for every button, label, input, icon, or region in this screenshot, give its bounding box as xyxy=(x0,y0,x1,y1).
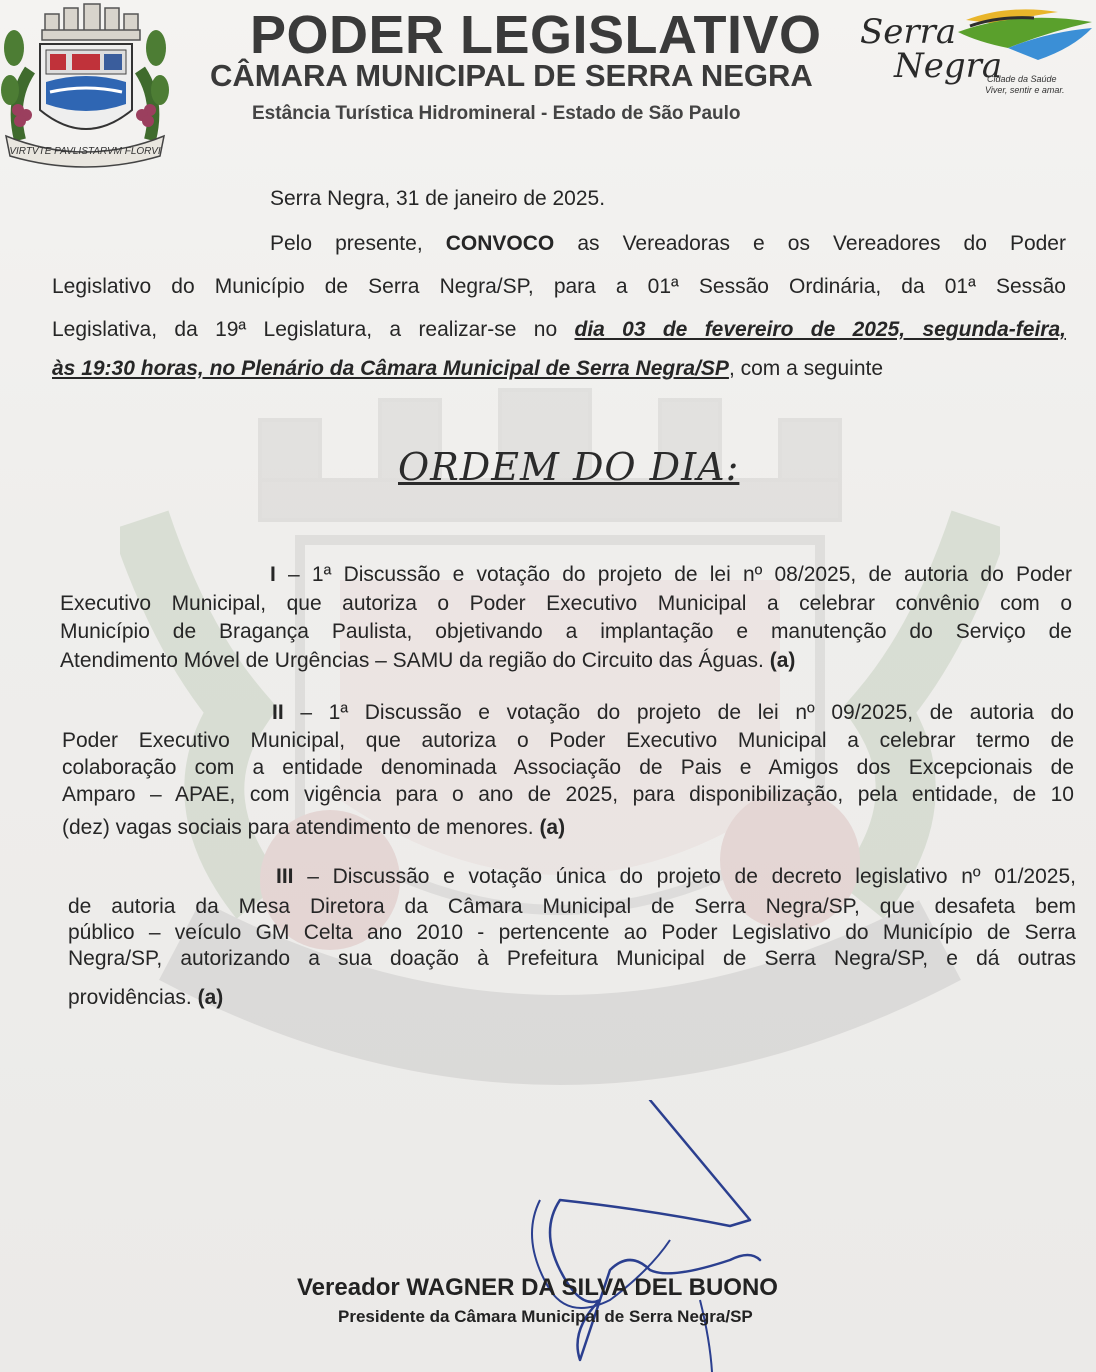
serra-negra-logo xyxy=(858,2,1096,102)
logo-tagline xyxy=(985,74,1065,96)
logo-tagline-2: Viver, sentir e amar. xyxy=(985,85,1065,95)
ordem-do-dia-heading: ORDEM DO DIA: xyxy=(398,445,740,489)
logo-tagline-1: Cidade da Saúde xyxy=(987,74,1057,84)
item-text: – Discussão e votação única do projeto de decreto legislativo nº 01/2025, xyxy=(307,865,1076,888)
signatory-prefix: Vereador xyxy=(297,1274,400,1301)
item-numeral: III xyxy=(276,865,294,888)
item-2-line-1 xyxy=(272,700,1074,726)
header-title: PODER LEGISLATIVO xyxy=(250,5,822,65)
signatory-full-name: WAGNER DA SILVA DEL BUONO xyxy=(406,1274,778,1301)
item-1-line-4 xyxy=(60,648,795,674)
item-text: providências. xyxy=(68,986,192,1009)
item-text: (dez) vagas sociais para atendimento de menores. xyxy=(62,816,534,839)
header-subtitle: CÂMARA MUNICIPAL DE SERRA NEGRA xyxy=(210,58,813,93)
item-1-line-3: Município de Bragança Paulista, objetivando a implantação e manutenção do Serviço de xyxy=(60,620,1072,643)
convoco-word: CONVOCO xyxy=(445,232,555,255)
item-mark: (a) xyxy=(197,986,224,1009)
handwritten-signature xyxy=(500,1100,800,1372)
intro-line-2: Legislativo do Município de Serra Negra/SP, para a 01ª Sessão Ordinária, da 01ª Sessão xyxy=(52,275,1066,298)
intro-text: Pelo presente, xyxy=(270,232,423,255)
item-2-line-3: colaboração com a entidade denominada Associação de Pais e Amigos dos Excepcionais de xyxy=(62,756,1074,779)
item-1-line-2: Executivo Municipal, que autoriza o Poder Executivo Municipal a celebrar convênio com o xyxy=(60,592,1072,615)
item-numeral: II xyxy=(272,701,284,724)
signatory-name xyxy=(297,1274,778,1302)
crest-motto: VIRTVTE PAVLISTARVM FLORVI xyxy=(9,146,161,157)
municipal-crest-logo xyxy=(0,0,170,172)
item-3-line-4: Negra/SP, autorizando a sua doação à Prefeitura Municipal de Serra Negra/SP, e dá outras xyxy=(68,947,1076,970)
date-line: Serra Negra, 31 de janeiro de 2025. xyxy=(270,187,606,210)
item-3-line-1 xyxy=(276,864,1076,890)
item-text: – 1ª Discussão e votação do projeto de lei nº 08/2025, de autoria do Poder xyxy=(288,563,1072,586)
item-3-line-5 xyxy=(68,985,223,1011)
intro-line-1 xyxy=(270,231,1066,257)
intro-text: Legislativa, da 19ª Legislatura, a realizar-se no xyxy=(52,318,558,341)
item-mark: (a) xyxy=(539,816,566,839)
item-2-line-2: Poder Executivo Municipal, que autoriza o Poder Executivo Municipal a celebrar termo de xyxy=(62,729,1074,752)
item-3-line-3: público – veículo GM Celta ano 2010 - pertencente ao Poder Legislativo do Município de Serra xyxy=(68,921,1076,944)
item-text: – 1ª Discussão e votação do projeto de lei nº 09/2025, de autoria do xyxy=(300,701,1074,724)
intro-line-3 xyxy=(52,317,1066,343)
signatory-title: Presidente da Câmara Municipal de Serra Negra/SP xyxy=(338,1307,753,1326)
intro-line-4 xyxy=(52,356,883,382)
item-text: Atendimento Móvel de Urgências – SAMU da região do Circuito das Águas. xyxy=(60,649,764,672)
logo-word-serra: Serra xyxy=(860,12,957,52)
item-2-line-5 xyxy=(62,815,565,841)
intro-text: , com a seguinte xyxy=(728,357,884,380)
session-time-place-emphasis: às 19:30 horas, no Plenário da Câmara Municipal de Serra Negra/SP xyxy=(52,357,729,380)
item-3-line-2: de autoria da Mesa Diretora da Câmara Municipal de Serra Negra/SP, que desafeta bem xyxy=(68,895,1076,918)
intro-text: as Vereadoras e os Vereadores do Poder xyxy=(577,232,1066,255)
item-1-line-1 xyxy=(270,562,1072,588)
item-mark: (a) xyxy=(769,649,796,672)
item-2-line-4: Amparo – APAE, com vigência para o ano de 2025, para disponibilização, pela entidade, de 10 xyxy=(62,783,1074,806)
item-numeral: I xyxy=(270,563,276,586)
session-date-emphasis: dia 03 de fevereiro de 2025, segunda-feira, xyxy=(574,318,1066,341)
logo-word-negra: Negra xyxy=(894,46,1003,86)
header-subtitle-2: Estância Turística Hidromineral - Estado de São Paulo xyxy=(252,103,741,124)
